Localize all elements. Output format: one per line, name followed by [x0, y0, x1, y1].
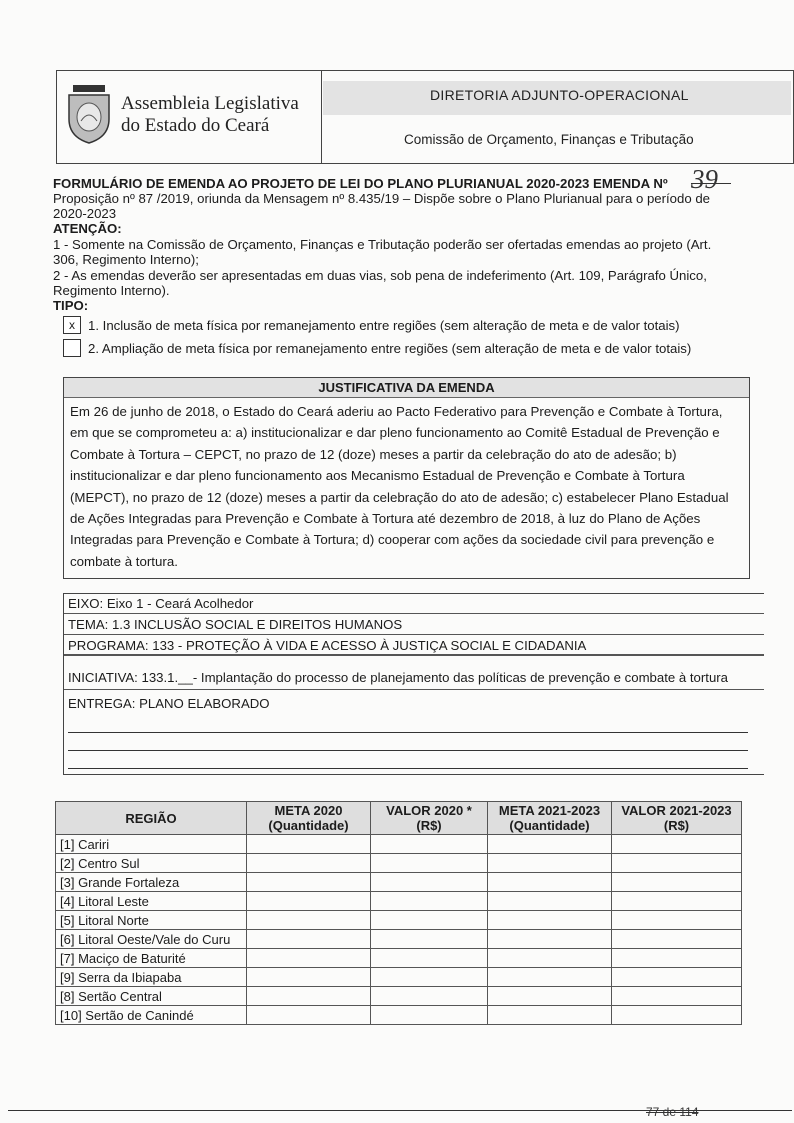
valor-2021-2023-cell[interactable] [612, 892, 742, 911]
valor-2021-2023-cell[interactable] [612, 949, 742, 968]
region-cell: [2] Centro Sul [56, 854, 247, 873]
valor-2021-2023-cell[interactable] [612, 987, 742, 1006]
region-cell: [8] Sertão Central [56, 987, 247, 1006]
valor-2020-cell[interactable] [371, 892, 488, 911]
justification-line: de Ações Integradas para Prevenção e Combate à Tortura até dezembro de 2018, à luz do Plano de Ações [70, 511, 701, 527]
meta-2020-cell[interactable] [247, 892, 371, 911]
meta-2020-cell[interactable] [247, 854, 371, 873]
region-table [55, 801, 742, 1025]
meta-2021-2023-cell[interactable] [488, 949, 612, 968]
document-header [56, 70, 794, 164]
region-cell: [4] Litoral Leste [56, 892, 247, 911]
entrega-line-3 [68, 768, 748, 769]
meta-2021-2023-cell[interactable] [488, 873, 612, 892]
table-row [56, 949, 742, 968]
attention-1-line-2: 306, Regimento Interno); [53, 252, 199, 267]
type-option-2-checkbox[interactable] [63, 339, 81, 357]
type-option-1-label: 1. Inclusão de meta física por remanejamento entre regiões (sem alteração de meta e de valor totais) [88, 318, 680, 333]
justification-line: institucionalizar e dar pleno funcionamento aos Mecanismo Estadual de Prevenção e Combate à Tortura [70, 468, 685, 484]
justification-line: (MEPCT), no prazo de 12 (doze) meses a partir da celebração do ato de adesão; c) estabelecer Plano Estadual [70, 489, 729, 505]
valor-2020-cell[interactable] [371, 1006, 488, 1025]
valor-2020-cell[interactable] [371, 987, 488, 1006]
valor-2021-2023-cell[interactable] [612, 968, 742, 987]
valor-2021-2023-cell[interactable] [612, 1006, 742, 1025]
entrega-line-1 [68, 732, 748, 733]
meta-2021-2023-cell[interactable] [488, 835, 612, 854]
meta-2020-cell[interactable] [247, 987, 371, 1006]
meta-2021-2023-cell[interactable] [488, 854, 612, 873]
meta-2020-cell[interactable] [247, 911, 371, 930]
proposal-line-2: 2020-2023 [53, 206, 117, 221]
institution-block [57, 71, 322, 163]
form-title: FORMULÁRIO DE EMENDA AO PROJETO DE LEI DO PLANO PLURIANUAL 2020-2023 EMENDA Nº [53, 176, 668, 191]
table-header-row [56, 802, 742, 835]
meta-2021-2023-cell[interactable] [488, 930, 612, 949]
justification-line: Em 26 de junho de 2018, o Estado do Ceará aderiu ao Pacto Federativo para Prevenção e Combate à Tortura, [70, 404, 723, 419]
table-row [56, 835, 742, 854]
region-cell: [1] Cariri [56, 835, 247, 854]
meta-2021-2023-cell[interactable] [488, 987, 612, 1006]
valor-2021-2023-cell[interactable] [612, 911, 742, 930]
table-row [56, 987, 742, 1006]
org-name-line1: Assembleia Legislativa [121, 93, 299, 114]
valor-2021-2023-cell[interactable] [612, 854, 742, 873]
justification-line: Combate à Tortura – CEPCT, no prazo de 12 (doze) meses a partir da celebração do ato de adesão; b) [70, 446, 677, 462]
valor-2020-cell[interactable] [371, 949, 488, 968]
valor-2020-cell[interactable] [371, 911, 488, 930]
meta-2021-2023-cell[interactable] [488, 911, 612, 930]
valor-2021-2023-cell[interactable] [612, 873, 742, 892]
iniciativa-row: INICIATIVA: 133.1.__- Implantação do processo de planejamento das políticas de prevenção e combate à tortura [64, 666, 764, 690]
coat-of-arms-icon [65, 83, 113, 145]
eixo-row: EIXO: Eixo 1 - Ceará Acolhedor [64, 594, 764, 614]
meta-2020-cell[interactable] [247, 949, 371, 968]
program-info-box [63, 593, 764, 775]
valor-2020-cell[interactable] [371, 873, 488, 892]
valor-2021-2023-cell[interactable] [612, 835, 742, 854]
region-cell: [6] Litoral Oeste/Vale do Curu [56, 930, 247, 949]
attention-2-line-2: Regimento Interno). [53, 283, 170, 298]
region-cell: [10] Sertão de Canindé [56, 1006, 247, 1025]
org-name-line2: do Estado do Ceará [121, 115, 270, 136]
table-row [56, 911, 742, 930]
header-valor-2021-2023: VALOR 2021-2023 (R$) [612, 802, 742, 835]
type-label: TIPO: [53, 298, 89, 313]
valor-2020-cell[interactable] [371, 854, 488, 873]
proposal-line-1: Proposição nº 87 /2019, oriunda da Mensagem nº 8.435/19 – Dispõe sobre o Plano Plurianual para o período de [53, 191, 710, 206]
meta-2020-cell[interactable] [247, 1006, 371, 1025]
table-row [56, 854, 742, 873]
region-cell: [5] Litoral Norte [56, 911, 247, 930]
directorate-name: DIRETORIA ADJUNTO-OPERACIONAL [430, 87, 689, 103]
table-row [56, 968, 742, 987]
table-row [56, 930, 742, 949]
amendment-number-underline [691, 183, 731, 184]
amendment-number: 39 [691, 164, 718, 194]
attention-1-line-1: 1 - Somente na Comissão de Orçamento, Finanças e Tributação poderão ser ofertadas emendas ao projeto (Art. [53, 237, 712, 252]
table-row [56, 1006, 742, 1025]
type-option-2-label: 2. Ampliação de meta física por remanejamento entre regiões (sem alteração de meta e de valor totais) [88, 341, 692, 356]
meta-2020-cell[interactable] [247, 873, 371, 892]
meta-2021-2023-cell[interactable] [488, 968, 612, 987]
header-meta-2021-2023: META 2021-2023 (Quantidade) [488, 802, 612, 835]
justification-line: combate à tortura. [70, 553, 178, 569]
valor-2020-cell[interactable] [371, 968, 488, 987]
table-row [56, 892, 742, 911]
header-valor-2020: VALOR 2020 * (R$) [371, 802, 488, 835]
valor-2020-cell[interactable] [371, 835, 488, 854]
table-row [56, 873, 742, 892]
justification-text [70, 401, 746, 572]
entrega-row: ENTREGA: PLANO ELABORADO [68, 696, 270, 711]
justification-line: Integradas para Prevenção e Combate à Tortura; d) cooperar com ações da sociedade civil para prevenção e [70, 532, 715, 548]
valor-2021-2023-cell[interactable] [612, 930, 742, 949]
meta-2020-cell[interactable] [247, 835, 371, 854]
region-cell: [9] Serra da Ibiapaba [56, 968, 247, 987]
region-cell: [3] Grande Fortaleza [56, 873, 247, 892]
tema-row: TEMA: 1.3 INCLUSÃO SOCIAL E DIREITOS HUMANOS [64, 615, 764, 635]
header-meta-2020: META 2020 (Quantidade) [247, 802, 371, 835]
meta-2021-2023-cell[interactable] [488, 1006, 612, 1025]
attention-label: ATENÇÃO: [53, 221, 122, 236]
committee-name: Comissão de Orçamento, Finanças e Tributação [404, 132, 694, 147]
header-region: REGIÃO [56, 802, 247, 835]
justification-heading: JUSTIFICATIVA DA EMENDA [64, 378, 749, 398]
meta-2021-2023-cell[interactable] [488, 892, 612, 911]
programa-row: PROGRAMA: 133 - PROTEÇÃO À VIDA E ACESSO À JUSTIÇA SOCIAL E CIDADANIA [64, 636, 764, 656]
meta-2020-cell[interactable] [247, 968, 371, 987]
meta-2020-cell[interactable] [247, 930, 371, 949]
valor-2020-cell[interactable] [371, 930, 488, 949]
justification-box [63, 377, 750, 579]
region-cell: [7] Maciço de Baturité [56, 949, 247, 968]
type-option-1-checkbox[interactable]: x [63, 316, 81, 334]
justification-line: em que se comprometeu a: a) institucionalizar e dar pleno funcionamento ao Comitê Estadual de Prevenção e [70, 425, 720, 441]
page-number: 77 de 114 [646, 1105, 699, 1119]
attention-2-line-1: 2 - As emendas deverão ser apresentadas em duas vias, sob pena de indeferimento (Art. 109, Parágrafo Único, [53, 268, 707, 283]
entrega-line-2 [68, 750, 748, 751]
